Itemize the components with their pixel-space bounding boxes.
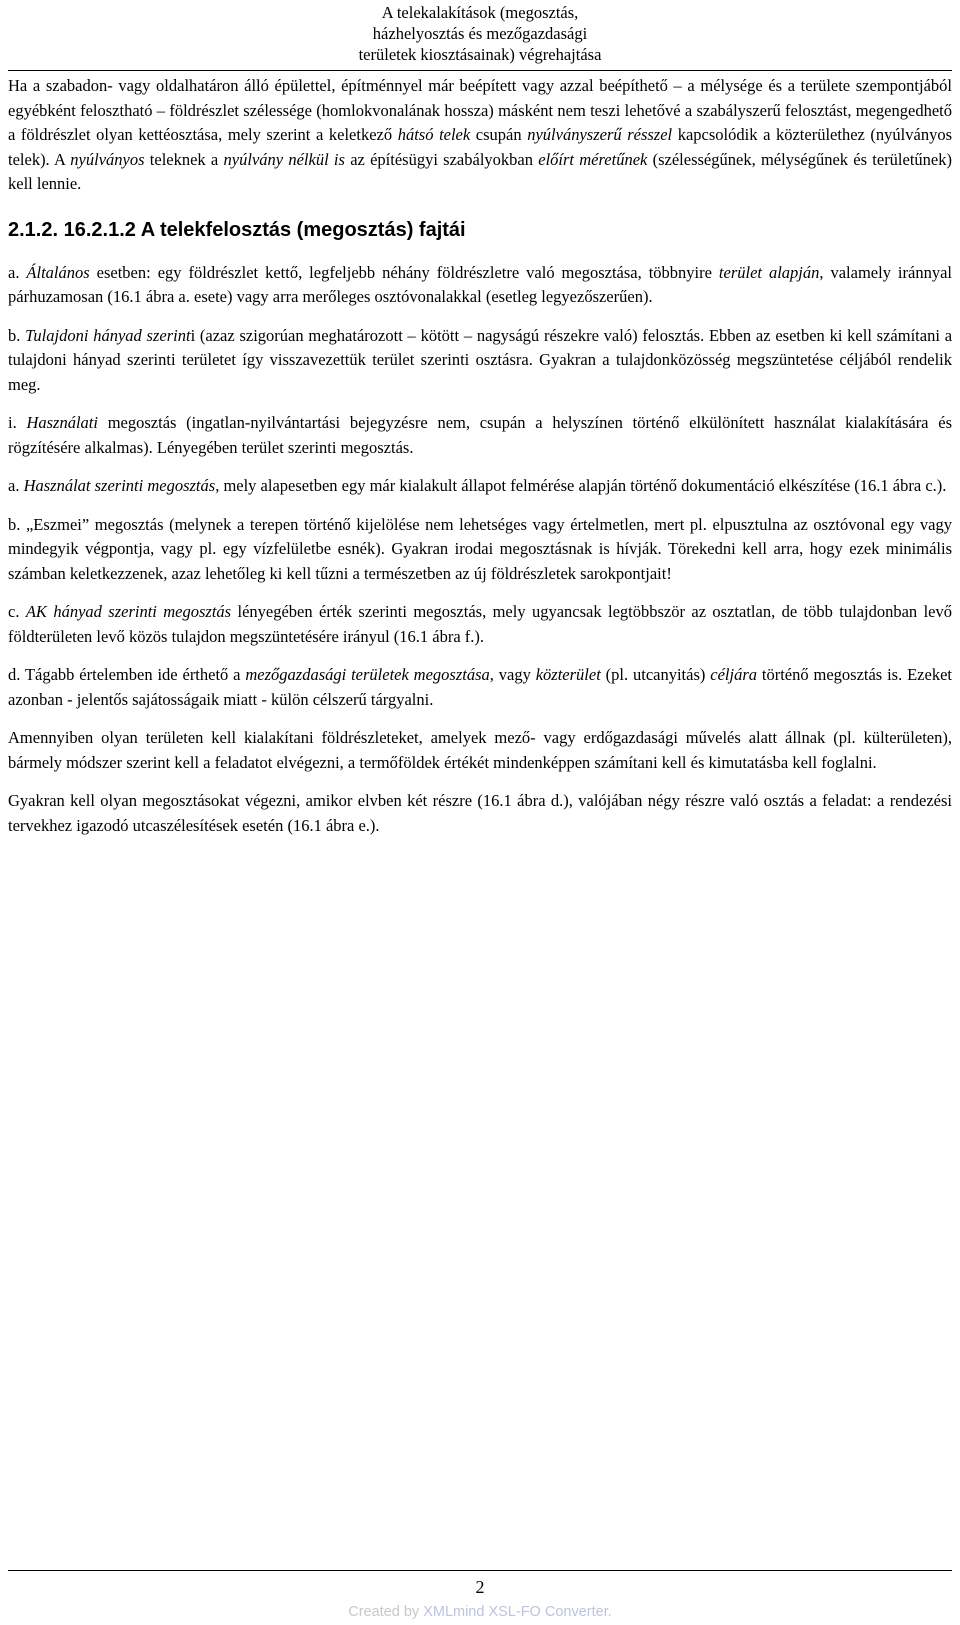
list-item-general: a. Általános esetben: egy földrészlet kettő, legfeljebb néhány földrészletre való megosztása, többnyire terület alapján, valamely iránnyal párhuzamosan (16.1 ábra a. esete) vagy arra merőleges osztóvonalakkal (esetleg legyezőszerűen). bbox=[8, 262, 952, 306]
created-by-text: Created by bbox=[348, 1604, 424, 1620]
list-item-usage-based: a. Használat szerinti megosztás, mely alapesetben egy már kialakult állapot felmérése alapján történő dokumentáció elkészítése (16.1 ábra c.). bbox=[8, 476, 947, 495]
running-head bbox=[300, 2, 660, 65]
running-head-line: területek kiosztásainak) végrehajtása bbox=[358, 45, 602, 64]
running-head-line: A telekalakítások (megosztás, bbox=[381, 3, 579, 22]
section-heading: 2.1.2. 16.2.1.2 A telekfelosztás (megosztás) fajtái bbox=[8, 218, 466, 241]
list-item-ak-share: c. AK hányad szerinti megosztás lényegében érték szerinti megosztás, mely ugyancsak legtöbbször az osztatlan, de több tulajdonban levő földterületen levő közös tulajdon megszüntetésére irányul (16.1 ábra f.). bbox=[8, 602, 952, 646]
list-item-notional: b. „Eszmei” megosztás (melynek a terepen történő kijelölése nem lehetséges vagy értelmetlen, mert pl. elpusztulna az osztóvonal egy vagy mindegyik végpontja, vagy pl. egy vízfelületbe esnék). Gyakran irodai megosztásnak is hívják. Törekedni kell arra, hogy ezek minimális számban keletkezzenek, azaz lehetőleg ki kell tűzni a természetben az új földrészletek sarokpontjait! bbox=[8, 514, 952, 583]
main-content bbox=[8, 74, 952, 838]
header-divider bbox=[8, 70, 952, 71]
footer-divider bbox=[8, 1570, 952, 1571]
list-item-agricultural: d. Tágabb értelemben ide érthető a mezőgazdasági területek megosztása, vagy közterület (pl. utcanyitás) céljára történő megosztás is. Ezeket azonban - jelentős sajátosságaik miatt - külön célszerű tárgyalni. bbox=[8, 665, 952, 709]
agricultural-land-paragraph: Amennyiben olyan területen kell kialakítani földrészleteket, amelyek mező- vagy erdőgazdasági művelés alatt állnak (pl. külterületen), bármely módszer szerint kell a feladatot elvégezni, a termőföldek értékét mindenképpen számítani kell és kimutatásba kell foglalni. bbox=[8, 728, 952, 772]
list-item-usage: i. Használati megosztás (ingatlan-nyilvántartási bejegyzésre nem, csupán a helyszínen történő elkülönített használat kialakítására és rögzítésére alkalmas). Lényegében terület szerinti megosztás. bbox=[8, 413, 952, 457]
frequent-division-paragraph: Gyakran kell olyan megosztásokat végezni, amikor elvben két részre (16.1 ábra d.), valójában négy részre való osztás a feladat: a rendezési tervekhez igazodó utcaszélesítések esetén (16.1 ábra e.). bbox=[8, 791, 952, 835]
converter-credit bbox=[0, 1603, 960, 1621]
converter-link[interactable]: XMLmind XSL-FO Converter. bbox=[423, 1604, 612, 1620]
intro-paragraph: Ha a szabadon- vagy oldalhatáron álló épülettel, építménnyel már beépített vagy azzal beépíthető – a mélysége és a területe szempontjából egyébként felosztható – földrészlet szélessége (homlokvonalának hossza) másként nem teszi lehetővé a szabályszerű felosztást, megengedhető a földrészlet olyan kettéosztása, mely szerint a keletkező hátsó telek csupán nyúlványszerű résszel kapcsolódik a közterülethez (nyúlványos telek). A nyúlványos teleknek a nyúlvány nélkül is az építésügyi szabályokban előírt méretűnek (szélességűnek, mélységűnek és területűnek) kell lennie. bbox=[8, 76, 953, 193]
page-number: 2 bbox=[475, 1577, 485, 1597]
running-head-line: házhelyosztás és mezőgazdasági bbox=[372, 24, 588, 43]
list-item-ownership-share: b. Tulajdoni hányad szerinti (azaz szigorúan meghatározott – kötött – nagyságú részekre való) felosztás. Ebben az esetben ki kell számítani a tulajdoni hányad szerinti területet így visszavezettük terület szerinti osztásra. Gyakran a tulajdonközösség megszüntetése céljából rendelik meg. bbox=[8, 325, 953, 394]
